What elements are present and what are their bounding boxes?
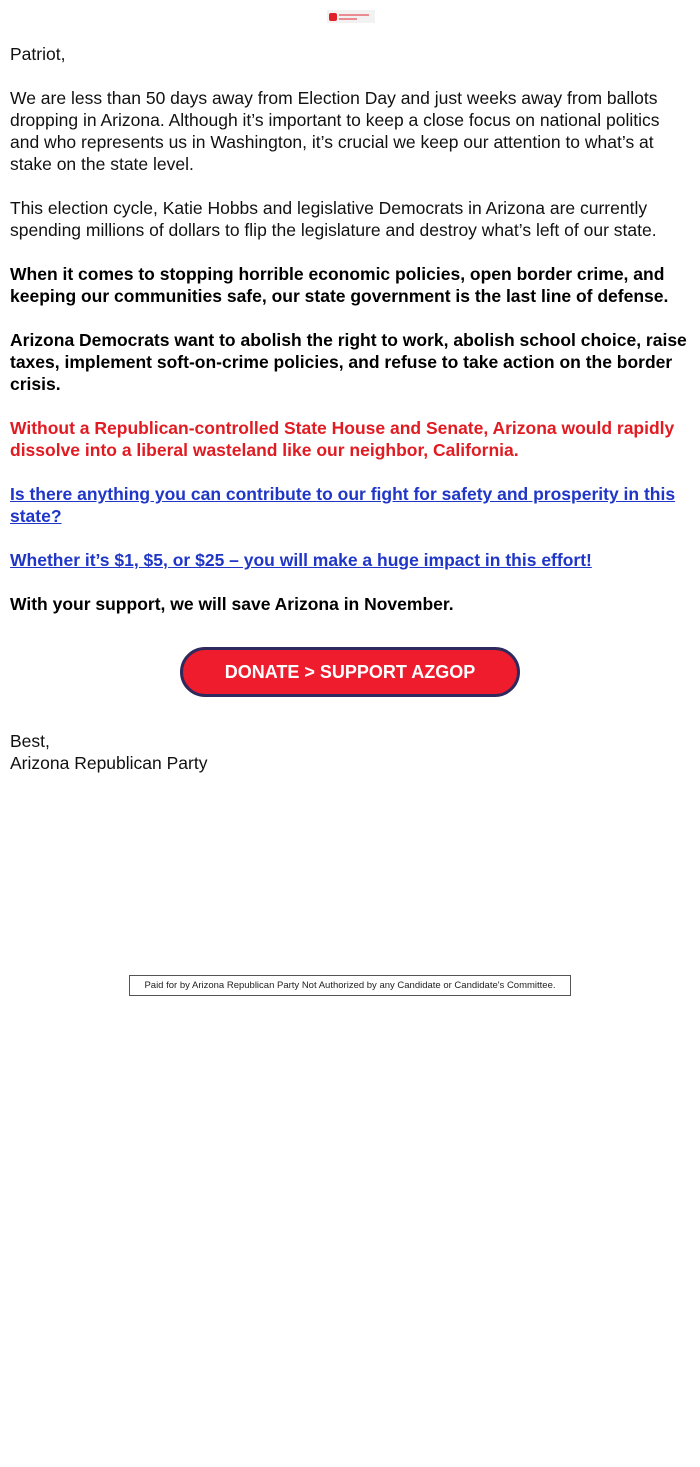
paragraph-save-arizona: With your support, we will save Arizona in November. (10, 594, 454, 614)
paragraph-warning: Without a Republican-controlled State House and Senate, Arizona would rapidly dissolve into a liberal wasteland like our neighbor, California. (10, 418, 675, 460)
donate-button-container (0, 647, 700, 697)
email-body (10, 43, 690, 637)
signoff (10, 730, 207, 774)
paid-for-disclaimer: Paid for by Arizona Republican Party Not Authorized by any Candidate or Candidate's Committee. (129, 975, 571, 996)
logo-wordmark-line (339, 14, 369, 16)
contribute-link[interactable]: Is there anything you can contribute to our fight for safety and prosperity in this state? (10, 484, 676, 526)
signoff-closing: Best, (10, 731, 50, 751)
paragraph-election-day: We are less than 50 days away from Election Day and just weeks away from ballots dropping in Arizona. Although it’s important to keep a close focus on national politics and who represents us in Washington, it’s crucial we keep our attention to what’s at stake on the state level. (10, 88, 660, 174)
signoff-sender: Arizona Republican Party (10, 753, 208, 773)
logo-wordmark-line (339, 18, 357, 20)
greeting: Patriot, (10, 44, 66, 64)
elephant-logo-icon (329, 13, 337, 21)
paragraph-democrats-agenda: Arizona Democrats want to abolish the right to work, abolish school choice, raise taxes, implement soft-on-crime policies, and refuse to take action on the border crisis. (10, 330, 687, 394)
party-logo[interactable] (327, 10, 375, 23)
paragraph-last-line-of-defense: When it comes to stopping horrible economic policies, open border crime, and keeping our communities safe, our state government is the last line of defense. (10, 264, 669, 306)
donation-amounts-link[interactable]: Whether it’s $1, $5, or $25 – you will make a huge impact in this effort! (10, 550, 592, 570)
logo-wordmark (339, 14, 369, 20)
paragraph-election-cycle: This election cycle, Katie Hobbs and legislative Democrats in Arizona are currently spending millions of dollars to flip the legislature and destroy what’s left of our state. (10, 198, 657, 240)
donate-button[interactable]: DONATE > SUPPORT AZGOP (180, 647, 520, 697)
